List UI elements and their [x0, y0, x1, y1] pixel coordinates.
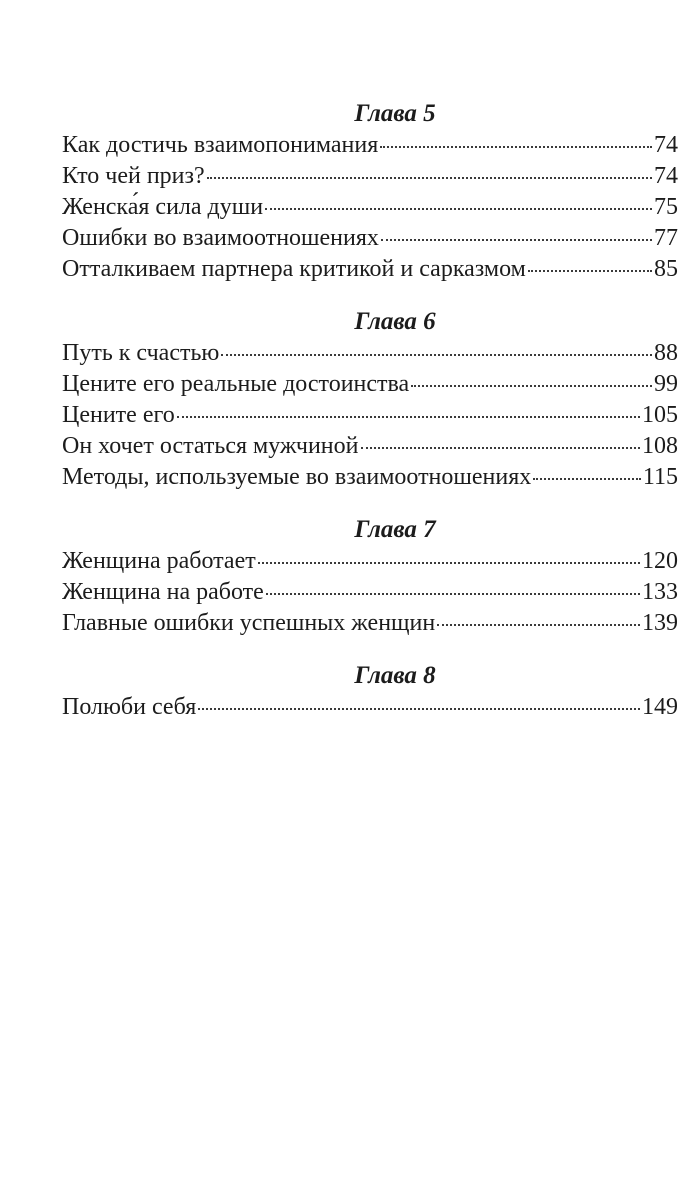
dot-leader: [266, 593, 640, 595]
page-number: 85: [654, 256, 678, 282]
chapter-heading: Глава 8: [354, 662, 436, 689]
entry-title: Главные ошибки успешных женщин: [62, 610, 436, 636]
toc-entry: [62, 577, 678, 608]
dot-leader: [411, 385, 652, 387]
page-number: 88: [654, 340, 678, 366]
page-number: 139: [642, 610, 678, 636]
toc-entry: [62, 546, 678, 577]
toc-entry: [62, 254, 678, 285]
toc-entry: [62, 223, 678, 254]
toc-entry: [62, 692, 678, 723]
page-number: 149: [642, 694, 678, 720]
entry-title: Он хочет остаться мужчиной: [62, 433, 359, 459]
page-number: 108: [642, 433, 678, 459]
dot-leader: [258, 562, 640, 564]
toc-entry: [62, 462, 678, 493]
dot-leader: [207, 177, 652, 179]
toc-entry: [62, 431, 678, 462]
entry-title: Ошибки во взаимоотношениях: [62, 225, 379, 251]
dot-leader: [361, 447, 641, 449]
dot-leader: [533, 478, 641, 480]
entry-title: Цените его: [62, 402, 175, 428]
table-of-contents: [62, 98, 678, 744]
dot-leader: [198, 708, 640, 710]
toc-entry: [62, 608, 678, 639]
page-number: 120: [642, 548, 678, 574]
entry-title: Отталкиваем партнера критикой и сарказмом: [62, 256, 526, 282]
page-number: 74: [654, 132, 678, 158]
entry-title: Женщина на работе: [62, 579, 264, 605]
chapter-5: [62, 98, 678, 285]
dot-leader: [177, 416, 640, 418]
chapter-heading: Глава 6: [354, 308, 436, 335]
dot-leader: [265, 208, 652, 210]
toc-entry: [62, 161, 678, 192]
chapter-heading: Глава 5: [354, 100, 436, 127]
chapter-heading: Глава 7: [354, 516, 436, 543]
page-number: 105: [642, 402, 678, 428]
toc-entry: [62, 130, 678, 161]
dot-leader: [381, 239, 652, 241]
entry-title: Методы, используемые во взаимоотношениях: [62, 464, 532, 490]
page-number: 99: [654, 371, 678, 397]
chapter-6: [62, 306, 678, 493]
page-number: 75: [654, 194, 678, 220]
dot-leader: [528, 270, 652, 272]
entry-title: Путь к счастью: [62, 340, 220, 366]
toc-entry: [62, 192, 678, 223]
chapter-8: [62, 660, 678, 723]
entry-title: Женщина работает: [62, 548, 256, 574]
dot-leader: [221, 354, 652, 356]
toc-entry: [62, 338, 678, 369]
page-number: 77: [654, 225, 678, 251]
toc-entry: [62, 400, 678, 431]
dot-leader: [380, 146, 652, 148]
entry-title: Как достичь взаимопонимания: [62, 132, 379, 158]
entry-title: Кто чей приз?: [62, 163, 205, 189]
dot-leader: [437, 624, 640, 626]
page-number: 74: [654, 163, 678, 189]
chapter-7: [62, 514, 678, 639]
page-number: 133: [642, 579, 678, 605]
entry-title: Женска́я сила души: [62, 194, 264, 220]
entry-title: Цените его реальные достоинства: [62, 371, 410, 397]
entry-title: Полюби себя: [62, 694, 197, 720]
page-number: 115: [642, 464, 678, 490]
toc-entry: [62, 369, 678, 400]
